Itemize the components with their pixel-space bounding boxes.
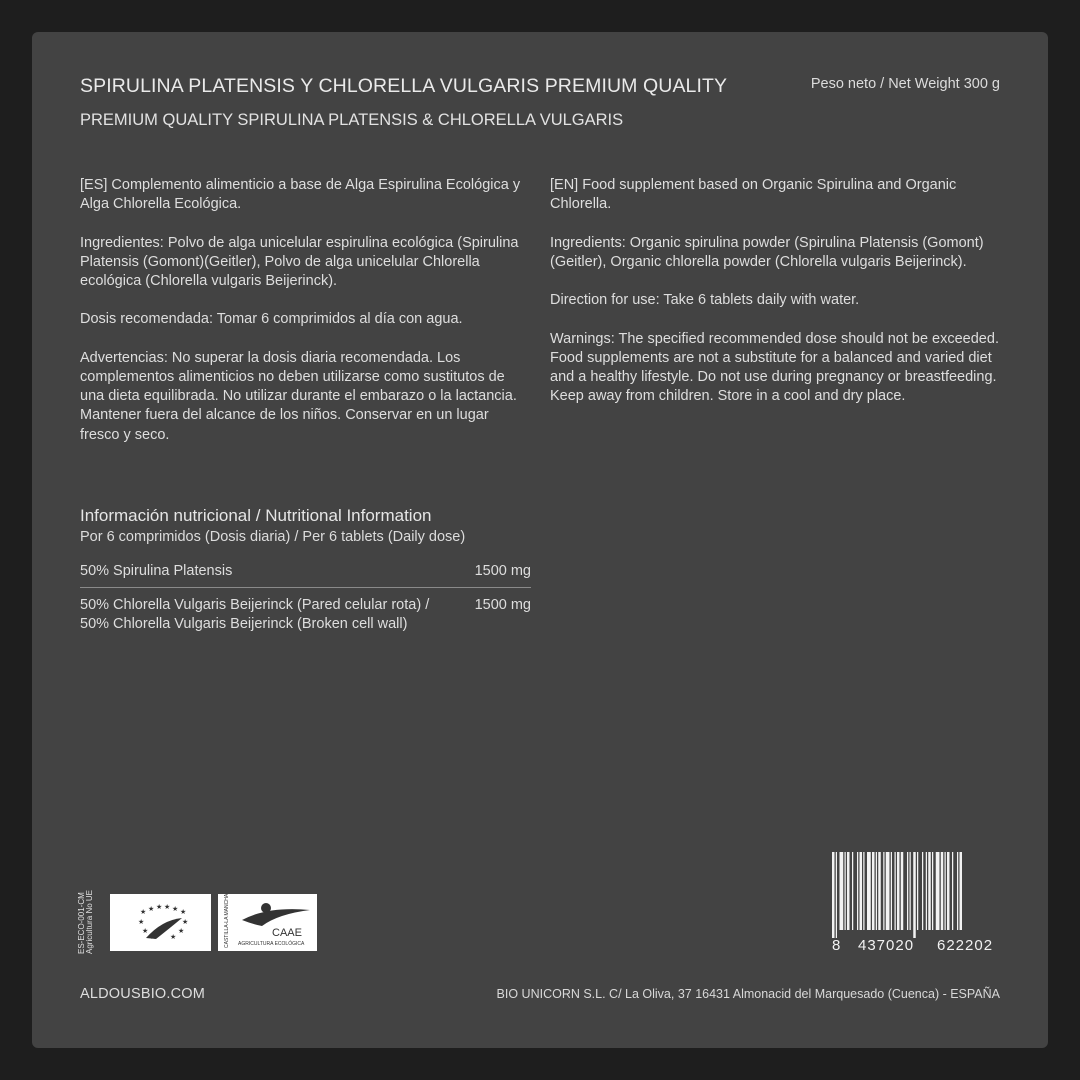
organic-control-code xyxy=(77,889,94,954)
barcode-bar xyxy=(876,852,877,930)
es-warnings: Advertencias: No superar la dosis diaria recomendada. Los complementos alimenticios no deben utilizarse como sustitutos de una dieta equilibrada. No utilizar durante el embarazo o la lactancia. Mantener fuera del alcance de los niños. Conservar en un lugar fresco y seco. xyxy=(80,349,517,443)
barcode-bar xyxy=(867,852,871,930)
barcode-bar xyxy=(960,852,963,930)
barcode-bar xyxy=(863,852,864,930)
es-ingredients: Ingredientes: Polvo de alga unicelular espirulina ecológica (Spirulina Platensis (Gomont)(Geitler), Polvo de alga unicelular Chlorella ecológica (Chlorella vulgaris Beijerinck). xyxy=(80,234,519,289)
barcode-bar xyxy=(857,852,858,930)
svg-text:★: ★ xyxy=(142,928,149,935)
barcode-bar xyxy=(922,852,923,930)
svg-text:★: ★ xyxy=(164,904,171,911)
nutrition-row-name: 50% Spirulina Platensis xyxy=(80,563,233,579)
barcode-bar xyxy=(926,852,927,930)
svg-text:★: ★ xyxy=(182,919,189,926)
caae-region-label: CASTILLA-LA MANCHA xyxy=(224,894,230,948)
nutrition-row-amount: 1500 mg xyxy=(474,597,531,613)
spanish-column xyxy=(80,176,532,464)
barcode-bar xyxy=(883,852,884,930)
barcode-bar xyxy=(941,852,944,930)
nutrition-table xyxy=(80,506,531,634)
barcode-bar xyxy=(936,852,940,930)
website-link: ALDOUSBIO.COM xyxy=(80,986,206,1002)
barcode-bar xyxy=(897,852,900,930)
barcode-bar xyxy=(910,852,911,930)
svg-text:★: ★ xyxy=(180,909,187,916)
control-code-line1: ES-ECO-001-CM xyxy=(77,892,86,954)
barcode-first-digit: 8 xyxy=(832,937,841,954)
svg-text:★: ★ xyxy=(148,906,155,913)
barcode-bar xyxy=(878,852,881,930)
barcode-bar xyxy=(901,852,904,930)
svg-text:★: ★ xyxy=(140,909,147,916)
english-column xyxy=(550,176,1002,426)
barcode-bar xyxy=(886,852,890,930)
barcode-bar xyxy=(895,852,896,930)
svg-text:★: ★ xyxy=(172,906,179,913)
barcode-bar xyxy=(847,852,850,930)
nutrition-row xyxy=(80,562,531,588)
barcode-left-group: 437020 xyxy=(858,937,915,954)
eu-organic-leaf-icon xyxy=(110,894,211,951)
barcode-bar xyxy=(932,852,933,930)
en-description: [EN] Food supplement based on Organic Spirulina and Organic Chlorella. xyxy=(550,177,957,213)
product-title-es: SPIRULINA PLATENSIS Y CHLORELLA VULGARIS PREMIUM QUALITY xyxy=(80,75,728,97)
en-dosage: Direction for use: Take 6 tablets daily with water. xyxy=(550,292,860,309)
barcode-right-group: 622202 xyxy=(937,937,994,954)
caae-tagline: AGRICULTURA ECOLÓGICA xyxy=(238,941,305,947)
barcode xyxy=(830,852,1002,954)
company-address: BIO UNICORN S.L. C/ La Oliva, 37 16431 Almonacid del Marquesado (Cuenca) - ESPAÑA xyxy=(496,987,1000,1001)
barcode-bar xyxy=(840,852,844,930)
barcode-bar xyxy=(845,852,846,930)
en-warnings: Warnings: The specified recommended dose should not be exceeded. Food supplements are not a substitute for a balanced and varied diet and a healthy lifestyle. Do not use during pregnancy or breastfeeding. Keep away from children. Store in a cool and dry place. xyxy=(550,330,999,405)
svg-text:★: ★ xyxy=(178,928,185,935)
nutrition-row-amount: 1500 mg xyxy=(474,563,531,579)
barcode-bar xyxy=(907,852,908,930)
product-label-panel xyxy=(32,32,1048,1048)
barcode-bar xyxy=(852,852,853,930)
svg-text:★: ★ xyxy=(138,919,145,926)
es-dosage: Dosis recomendada: Tomar 6 comprimidos al día con agua. xyxy=(80,311,463,328)
control-code-line2: Agricultura No UE xyxy=(85,889,94,954)
barcode-bar xyxy=(957,852,958,930)
net-weight: Peso neto / Net Weight 300 g xyxy=(810,76,1000,92)
barcode-bar xyxy=(832,852,835,938)
product-title-en: PREMIUM QUALITY SPIRULINA PLATENSIS & CHLORELLA VULGARIS xyxy=(80,111,624,129)
nutrition-row xyxy=(80,588,531,634)
barcode-bar xyxy=(836,852,837,938)
barcode-bar xyxy=(945,852,946,930)
barcode-bar xyxy=(913,852,916,938)
barcode-bar xyxy=(952,852,953,930)
barcode-bar xyxy=(947,852,950,930)
barcode-bar xyxy=(860,852,863,930)
svg-text:★: ★ xyxy=(156,904,163,911)
es-description: [ES] Complemento alimenticio a base de Alga Espirulina Ecológica y Alga Chlorella Ecológica. xyxy=(80,177,521,213)
nutrition-subtitle: Por 6 comprimidos (Dosis diaria) / Per 6 tablets (Daily dose) xyxy=(80,529,466,545)
barcode-bar xyxy=(891,852,892,930)
caae-organic-icon xyxy=(218,894,317,951)
en-ingredients: Ingredients: Organic spirulina powder (Spirulina Platensis (Gomont)(Geitler), Organic chlorella powder (Chlorella vulgaris Beijerinck). xyxy=(550,234,984,270)
svg-text:★: ★ xyxy=(170,934,177,941)
barcode-bar xyxy=(872,852,875,930)
caae-name: CAAE xyxy=(272,927,302,939)
barcode-bar xyxy=(928,852,931,930)
nutrition-row-name: 50% Chlorella Vulgaris Beijerinck (Pared celular rota) / 50% Chlorella Vulgaris Beijerinck (Broken cell wall) xyxy=(80,597,430,632)
barcode-bar xyxy=(917,852,918,930)
nutrition-title: Información nutricional / Nutritional Information xyxy=(80,506,432,525)
